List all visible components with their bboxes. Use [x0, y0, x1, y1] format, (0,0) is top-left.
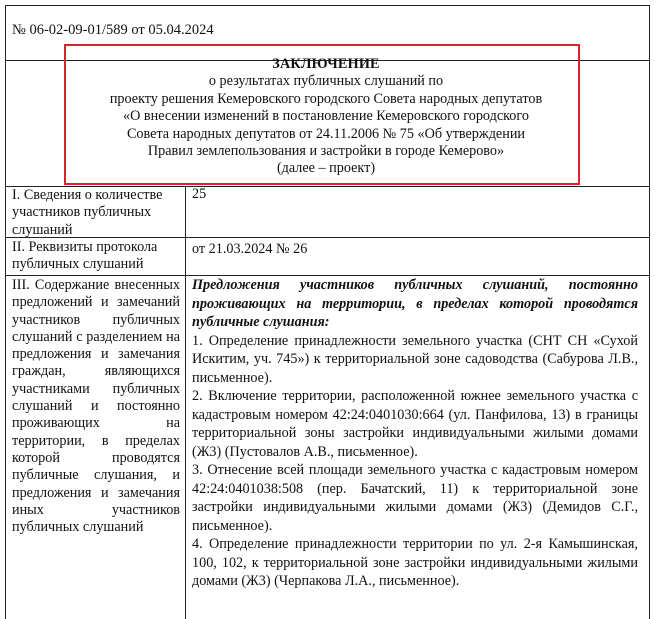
document-number: № 06-02-09-01/589 от 05.04.2024 — [12, 22, 214, 38]
header-line-3: «О внесении изменений в постановление Кемеровского городского — [123, 108, 529, 125]
header-line-6: (далее – проект) — [276, 160, 376, 177]
header-line-1: о результатах публичных слушаний по — [208, 73, 444, 90]
proposal-item-1: 1. Определение принадлежности земельного участка (СНТ СН «Сухой Искитим, уч. 745») к территориальной зоне садоводства (Сабурова Л.В., письменное). — [192, 332, 638, 386]
row1-value: 25 — [192, 186, 207, 202]
header-line-5: Правил землепользования и застройки в городе Кемерово» — [147, 143, 505, 160]
row2-label: II. Реквизиты протокола публичных слушаний — [12, 239, 158, 273]
row3-label: III. Содержание внесенных предложений и замечаний участников публичных слушаний с разделением на предложения и замечания граждан, являющихся участниками публичных слушаний и постоянно проживающих на территории, в пределах которой проводятся публичные слушания, и предложения и замечания иных участников публичных слушаний — [12, 277, 180, 536]
header-line-4: Совета народных депутатов от 24.11.2006 № 75 «Об утверждении — [126, 125, 526, 142]
table-border-top — [5, 5, 650, 6]
proposal-item-3: 3. Отнесение всей площади земельного участка с кадастровым номером 42:24:0401038:508 (пер. Бачатский, 11) к территориальной зоне застройки индивидуальными жилыми домами (Ж3) (Демидов С.Г., письменное). — [192, 462, 638, 534]
proposals-heading: Предложения участников публичных слушаний, постоянно проживающих на территории, в пределах которой проводятся публичные слушания: — [192, 277, 638, 330]
column-divider — [185, 186, 186, 619]
header-line-2: проекту решения Кемеровского городского Совета народных депутатов — [109, 90, 543, 107]
proposal-item-4: 4. Определение принадлежности территории по ул. 2-я Камышинская, 100, 102, к территориальной зоне застройки индивидуальными жилыми домами (Ж3) (Черпакова Л.А., письменное). — [192, 536, 638, 589]
row2-value: от 21.03.2024 № 26 — [192, 241, 308, 257]
row1-label: I. Сведения о количестве участников публичных слушаний — [12, 187, 163, 238]
table-border-left — [5, 5, 6, 619]
table-border-right — [649, 5, 650, 619]
conclusion-title: ЗАКЛЮЧЕНИЕ — [272, 56, 380, 72]
proposal-item-2: 2. Включение территории, расположенной южнее земельного участка с кадастровым номером 42:24:0401030:664 (ул. Панфилова, 13) в границы территориальной зоны застройки индивидуальными жилыми домами (Ж3) (Пустовалов А.В., письменное). — [192, 388, 638, 460]
row3-content — [192, 276, 638, 591]
highlight-box — [64, 44, 580, 185]
